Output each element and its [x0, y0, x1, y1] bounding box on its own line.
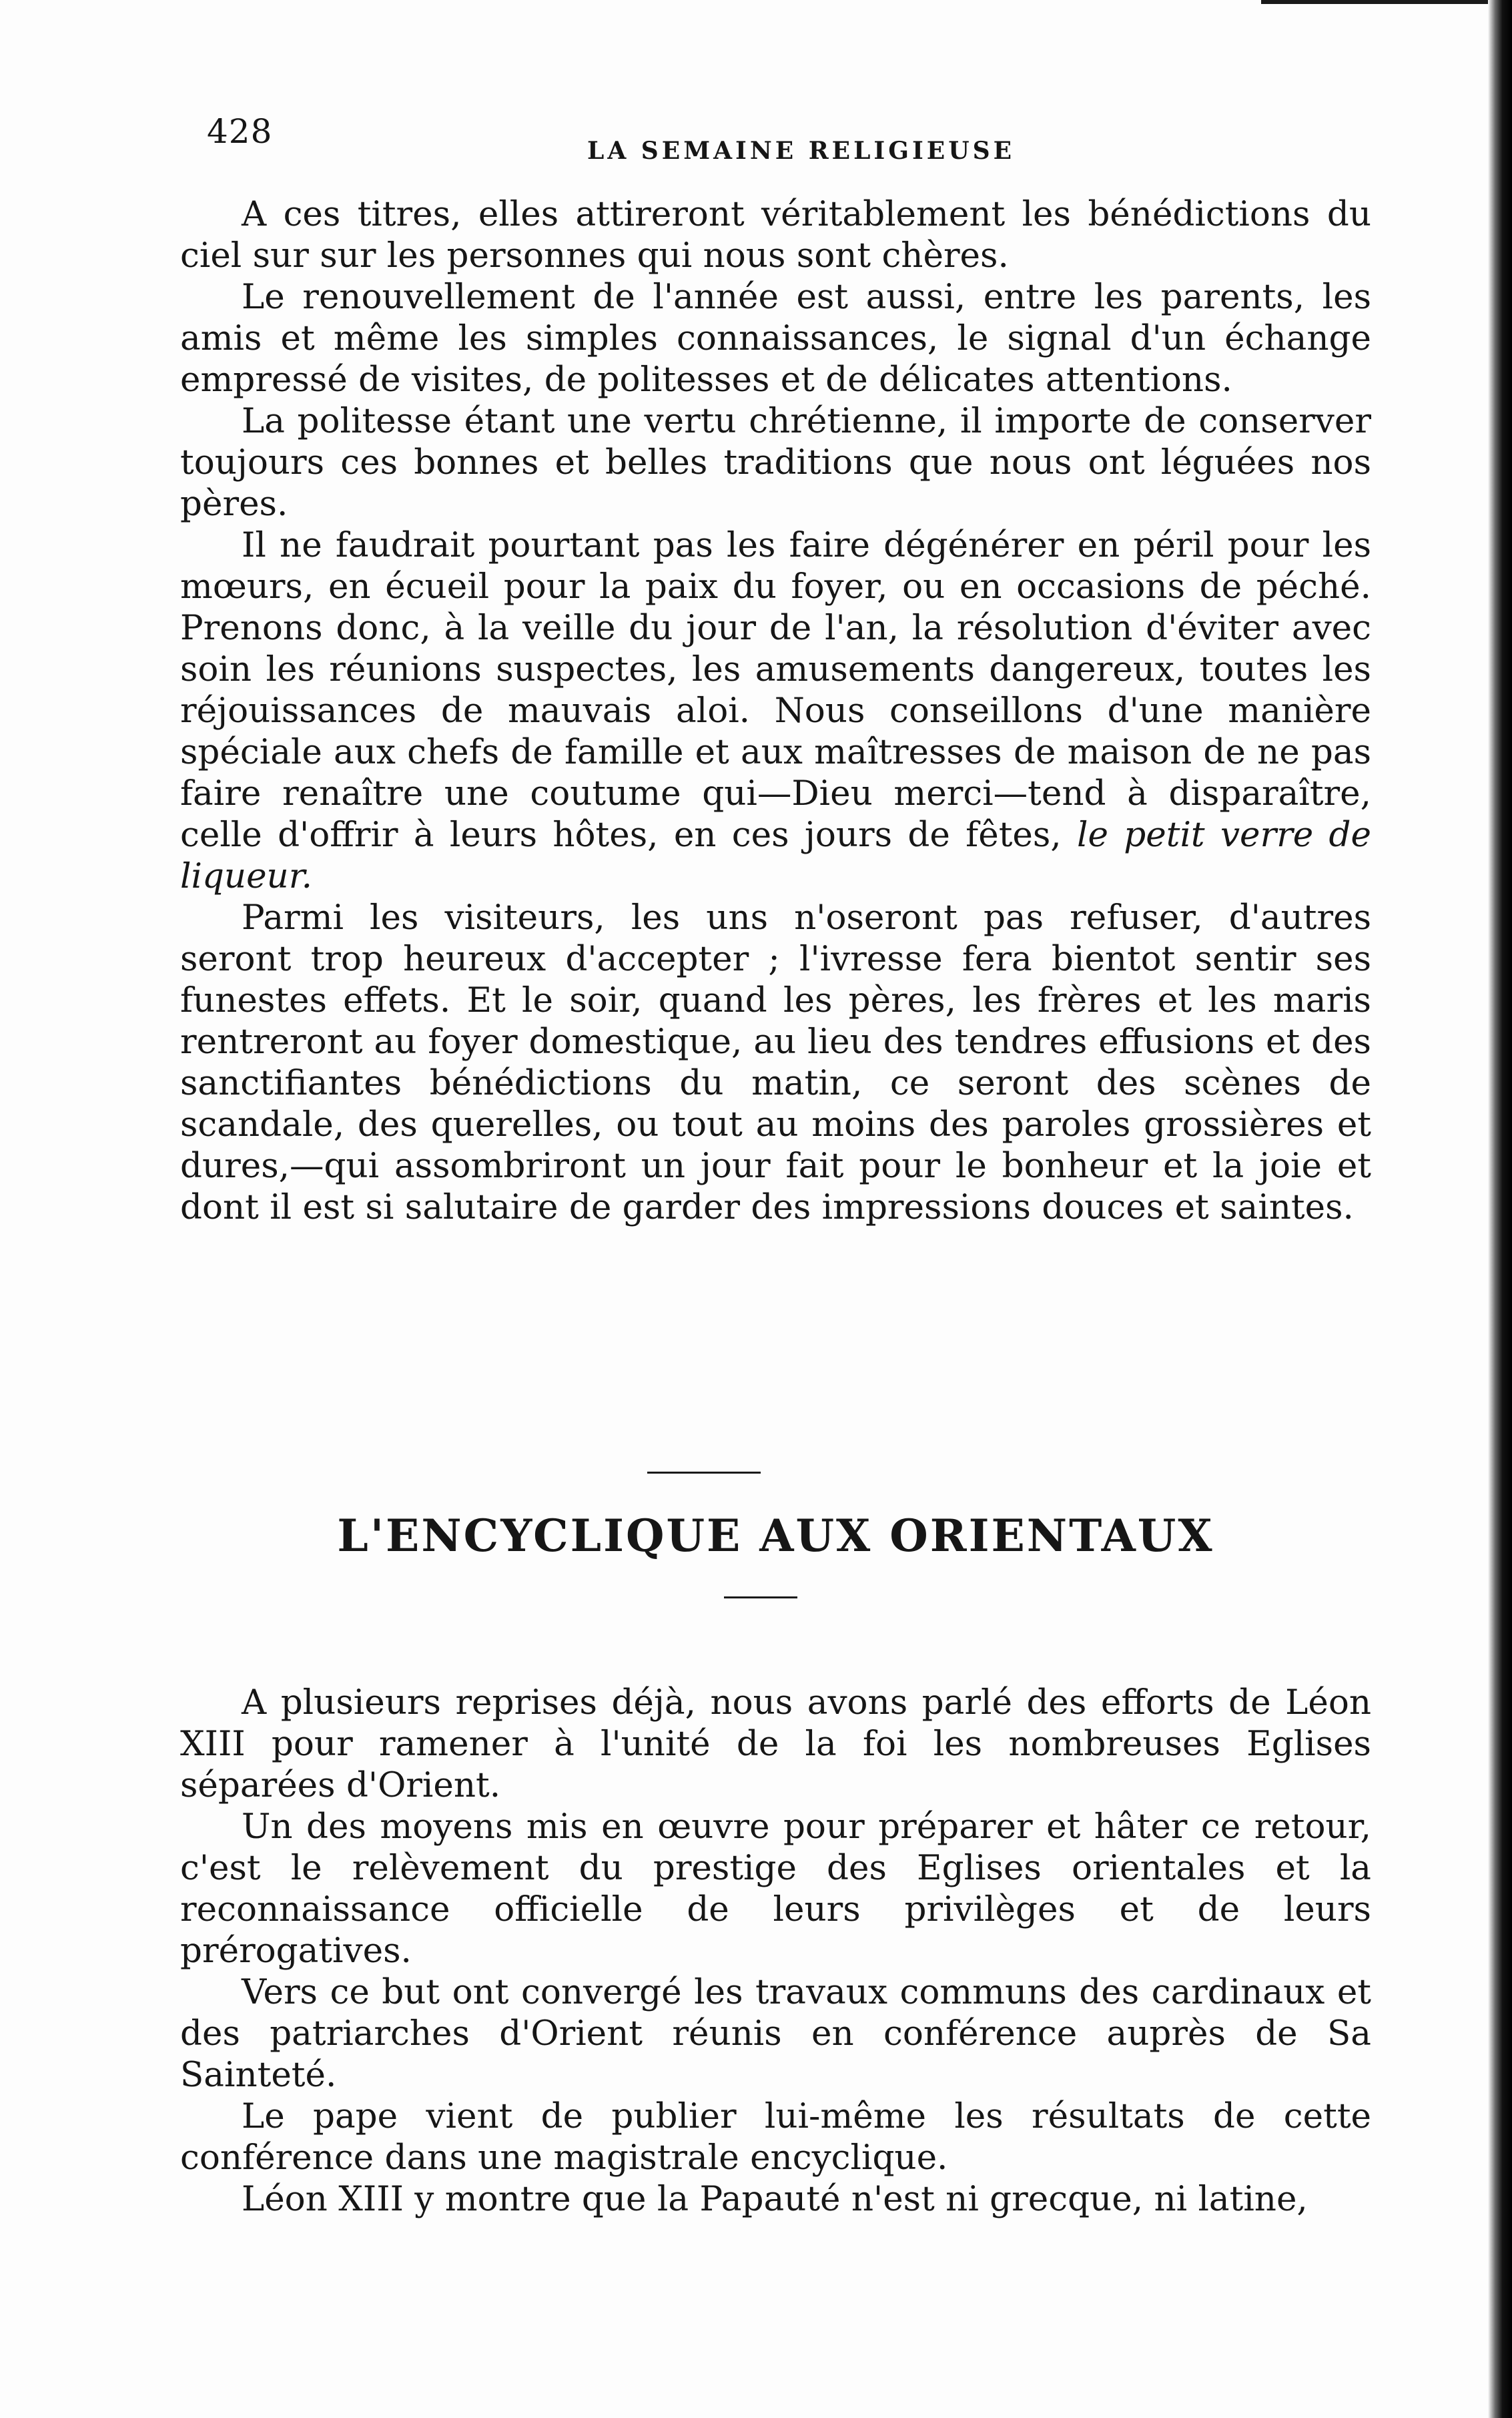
- top-edge-rule: [1261, 0, 1488, 4]
- running-head: LA SEMAINE RELIGIEUSE: [587, 137, 1016, 165]
- section-separator: [647, 1472, 761, 1474]
- paragraph: Vers ce but ont convergé les travaux communs des cardinaux et des patriarches d'Orient réunis en conférence auprès de Sa Sainteté.: [180, 1972, 1371, 2095]
- paragraph: Un des moyens mis en œuvre pour préparer et hâter ce retour, c'est le relèvement du prestige des Eglises orientales et la reconnaissance officielle de leurs privilèges et de leurs prérogatives.: [180, 1807, 1371, 1971]
- paragraph-text: Il ne faudrait pourtant pas les faire dégénérer en péril pour les mœurs, en écueil pour la paix du foyer, ou en occasions de péché. Prenons donc, à la veille du jour de l'an, la résolution d'éviter avec soin les réunions suspectes, les amusements dangereux, toutes les réjouissances de mauvais aloi. Nous conseillons d'une manière spéciale aux chefs de famille et aux maîtresses de maison de ne pas faire renaître une coutume qui—Dieu merci—tend à disparaître, celle d'offrir à leurs hôtes, en ces jours de fêtes,: [180, 525, 1371, 855]
- paragraph: Le pape vient de publier lui-même les résultats de cette conférence dans une magistrale encyclique.: [180, 2096, 1371, 2178]
- page-number: 428: [207, 112, 273, 151]
- binding-edge: [1488, 0, 1512, 2418]
- paragraph: A plusieurs reprises déjà, nous avons parlé des efforts de Léon XIII pour ramener à l'unité de la foi les nombreuses Eglises séparées d'Orient.: [180, 1683, 1371, 1805]
- paragraph: A ces titres, elles attireront véritablement les bénédictions du ciel sur sur les personnes qui nous sont chères.: [180, 194, 1371, 276]
- article-1-body: [180, 194, 1371, 1228]
- article-2-body: [180, 1682, 1371, 2220]
- paragraph-with-italic: [180, 525, 1371, 897]
- paragraph: La politesse étant une vertu chrétienne, il importe de conserver toujours ces bonnes et belles traditions que nous ont léguées nos pères.: [180, 401, 1371, 524]
- section-title: L'ENCYCLIQUE AUX ORIENTAUX: [337, 1510, 1214, 1562]
- italic-phrase: le petit verre de liqueur.: [180, 815, 1372, 896]
- paragraph: Léon XIII y montre que la Papauté n'est ni grecque, ni latine,: [242, 2179, 1308, 2219]
- paragraph: Parmi les visiteurs, les uns n'oseront pas refuser, d'autres seront trop heureux d'accepter ; l'ivresse fera bientot sentir ses funestes effets. Et le soir, quand les pères, les frères et les maris rentreront au foyer domestique, au lieu des tendres effusions et des sanctifiantes bénédictions du matin, ce seront des scènes de scandale, des querelles, ou tout au moins des paroles grossières et dures,—qui assombriront un jour fait pour le bonheur et la joie et dont il est si salutaire de garder des impressions douces et saintes.: [180, 898, 1371, 1227]
- title-underline: [724, 1596, 797, 1598]
- paragraph: Le renouvellement de l'année est aussi, entre les parents, les amis et même les simples connaissances, le signal d'un échange empressé de visites, de politesses et de délicates attentions.: [180, 277, 1371, 400]
